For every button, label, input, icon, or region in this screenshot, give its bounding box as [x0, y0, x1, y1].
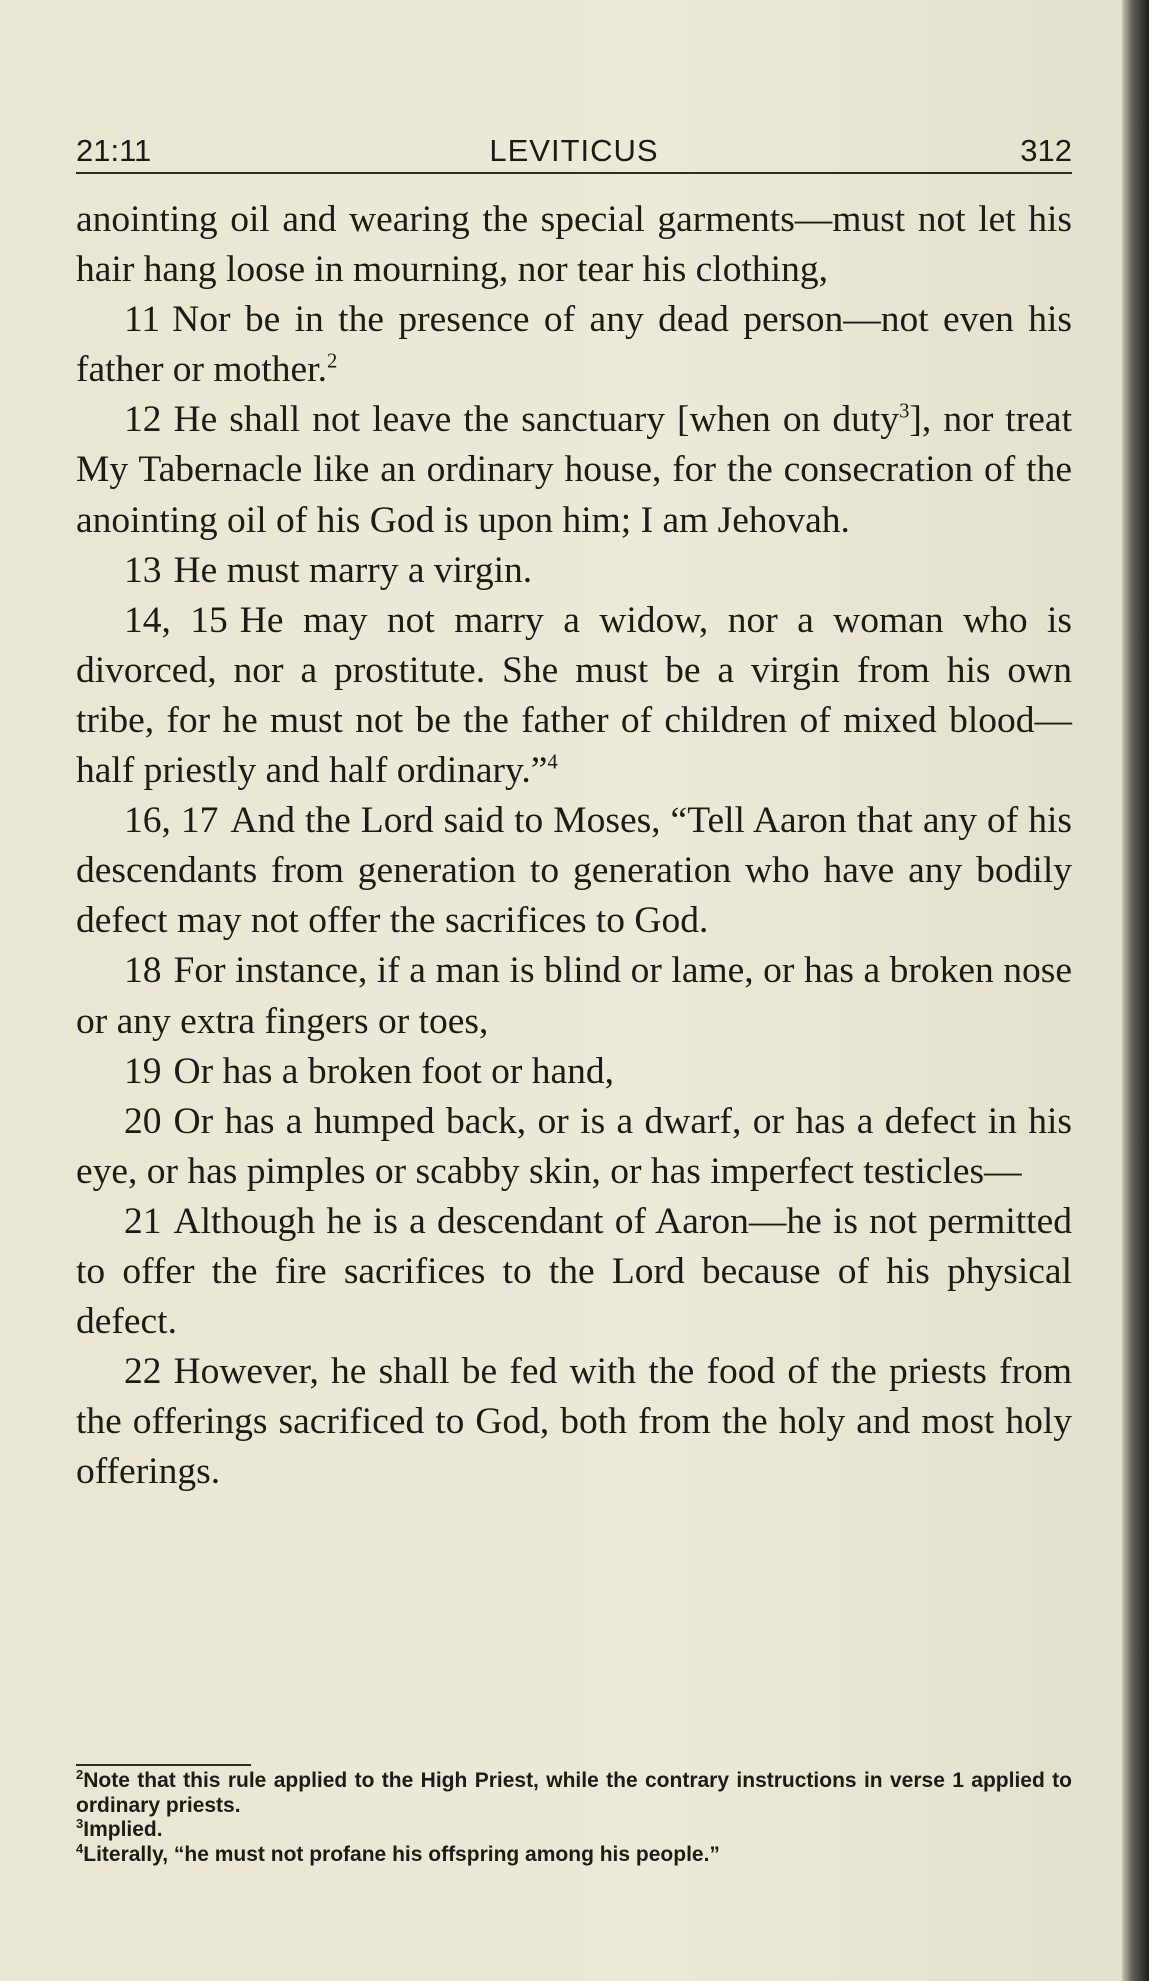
- footnote-ref: 4: [547, 751, 558, 774]
- page-binding-edge: [1122, 0, 1149, 1981]
- footnote-text: Implied.: [83, 1818, 163, 1841]
- verse-number: 12: [124, 399, 162, 441]
- verse-number: 16, 17: [124, 800, 219, 842]
- footnote-2: [76, 1769, 1072, 1818]
- footnote-divider: [76, 1764, 251, 1766]
- verse-text-after: ], nor treat My Tabernacle like an ordinary house, for the consecration of the anointing oil of his God is upon him; I am Jehovah.: [76, 399, 1072, 541]
- footnote-text: Literally, “he must not profane his offspring among his people.”: [83, 1842, 720, 1866]
- footnote-4: [76, 1840, 1072, 1868]
- book-title: LEVITICUS: [489, 133, 659, 168]
- footnotes: [76, 1769, 1072, 1867]
- footnote-ref: 3: [899, 400, 910, 423]
- verse-text: For instance, if a man is blind or lame, or has a broken nose or any extra fingers or toes,: [76, 950, 1072, 1042]
- verse-21: [76, 1197, 1072, 1347]
- verse-text: Although he is a descendant of Aaron—he is not permitted to offer the fire sacrifices to the Lord because of his physical defect.: [76, 1200, 1072, 1343]
- running-header: [76, 128, 1072, 174]
- verse-text: Or has a humped back, or is a dwarf, or has a defect in his eye, or has pimples or scabby skin, or has imperfect testicles—: [76, 1100, 1072, 1192]
- verse-text: He may not marry a widow, nor a woman who is divorced, nor a prostitute. She must be a virgin from his own tribe, for he must not be the father of children of mixed blood—half priestly and half ordinary.”: [76, 599, 1073, 792]
- verse-text: He shall not leave the sanctuary [when on duty: [173, 399, 900, 441]
- verse-text: And the Lord said to Moses, “Tell Aaron that any of his descendants from generation to generation who have any bodily defect may not offer the sacrifices to God.: [76, 800, 1073, 942]
- verse-number: 13: [124, 549, 162, 591]
- footnote-mark: 2: [76, 1767, 84, 1782]
- verse-16-17: [76, 796, 1072, 946]
- verse-number: 18: [124, 950, 162, 992]
- scripture-text: [76, 195, 1072, 1497]
- verse-number: 21: [124, 1200, 162, 1242]
- verse-20: [76, 1097, 1072, 1197]
- verse-19: [76, 1047, 1072, 1097]
- footnote-text: Note that this rule applied to the High Priest, while the contrary instructions in verse 1 applied to ordinary priests.: [76, 1769, 1072, 1817]
- footnote-mark: 3: [76, 1816, 84, 1831]
- verse-text: Or has a broken foot or hand,: [173, 1050, 614, 1092]
- verse-13: [76, 546, 1072, 596]
- footnote-ref: 2: [326, 350, 338, 373]
- verse-text: He must marry a virgin.: [173, 549, 533, 591]
- verse-12: [76, 395, 1072, 545]
- verse-number: 14, 15: [124, 599, 228, 641]
- verse-text: However, he shall be fed with the food of the priests from the offerings sacrificed to God, both from the holy and most holy offerings.: [76, 1351, 1072, 1493]
- verse-number: 19: [124, 1050, 162, 1092]
- footnote-3: [76, 1818, 1072, 1843]
- verse-18: [76, 946, 1072, 1046]
- verse-text: Nor be in the presence of any dead person—not even his father or mother.: [76, 299, 1072, 391]
- verse-14-15: [76, 596, 1072, 796]
- footnote-mark: 4: [76, 1840, 84, 1856]
- verse-number: 11: [124, 299, 161, 341]
- verse-number: 22: [124, 1351, 162, 1393]
- verse-continuation: anointing oil and wearing the special garments—must not let his hair hang loose in mourning, nor tear his clothing,: [76, 199, 1072, 291]
- verse-number: 20: [124, 1100, 162, 1142]
- verse-22: [76, 1347, 1072, 1497]
- verse-11: [76, 295, 1072, 395]
- page-number: 312: [1020, 133, 1072, 168]
- chapter-verse-reference: 21:11: [76, 133, 152, 168]
